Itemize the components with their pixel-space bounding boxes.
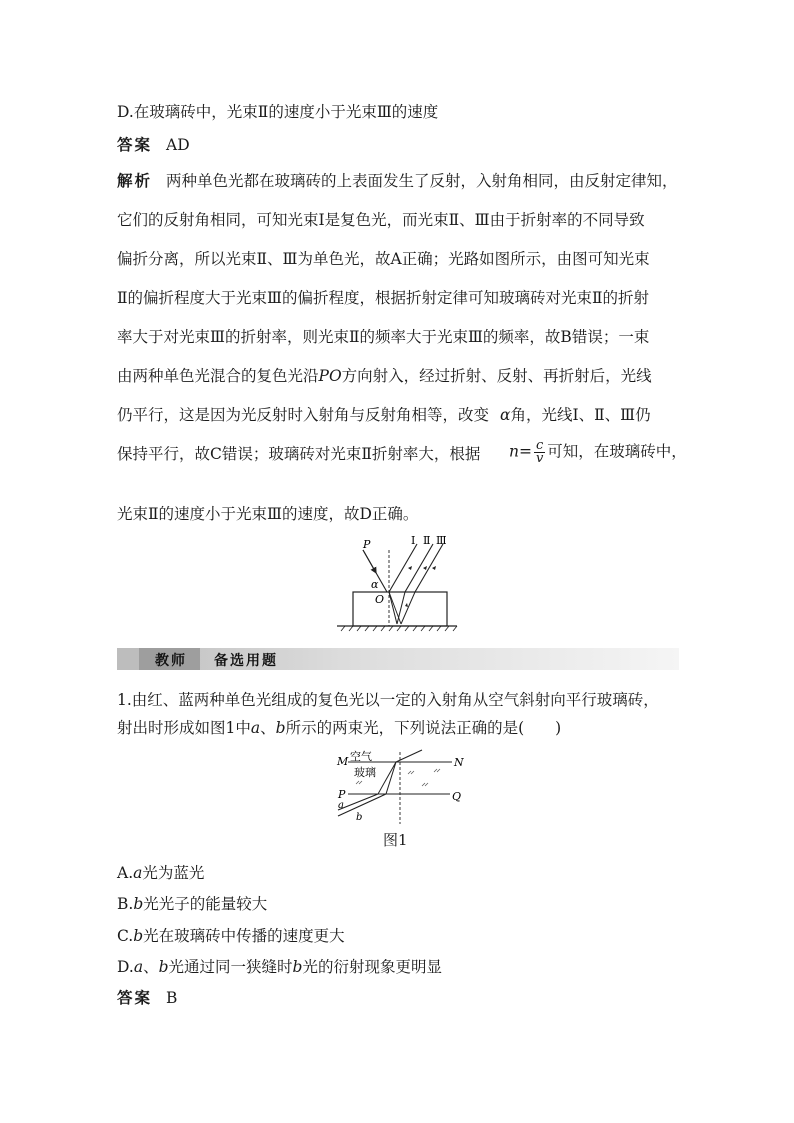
answer-1 [117, 135, 190, 155]
fig1-label-p: P [338, 788, 346, 801]
analysis-line-2: 它们的反射角相同，可知光束Ⅰ是复色光，而光束Ⅱ、Ⅲ由于折射率的不同导致 [117, 211, 645, 229]
analysis-line-5: 率大于对光束Ⅲ的折射率，则光束Ⅱ的频率大于光束Ⅲ的频率，故B错误；一束 [117, 328, 650, 346]
analysis-line-3: 偏折分离，所以光束Ⅱ、Ⅲ为单色光，故A正确；光路如图所示，由图可知光束 [117, 250, 650, 268]
analysis-line-9: 光束Ⅱ的速度小于光束Ⅲ的速度，故D正确。 [117, 505, 419, 523]
fig1-label-q: Q [452, 790, 462, 803]
analysis-line-6: 由两种单色光混合的复色光沿PO方向射入，经过折射、反射、再折射后，光线 [117, 367, 652, 385]
figure-reflection-refraction [335, 536, 460, 632]
fig1-label-m: M [337, 755, 349, 768]
fig1-label-n: N [454, 756, 464, 769]
fig-label-p: P [363, 538, 371, 551]
option-d: D.a、b光通过同一狭缝时b光的衍射现象更明显 [117, 958, 442, 976]
fig1-label-glass: 玻璃 [354, 766, 376, 779]
analysis-line-1 [117, 171, 678, 191]
q1-line-1: 1.由红、蓝两种单色光组成的复色光以一定的入射角从空气斜射向平行玻璃砖， [117, 691, 659, 709]
var-po: PO [318, 367, 342, 385]
answer-value: B [166, 989, 178, 1007]
analysis-text: 两种单色光都在玻璃砖的上表面发生了反射，入射角相同，由反射定律知， [166, 172, 678, 190]
option-b: B.b光光子的能量较大 [117, 895, 268, 913]
figure-1-caption: 图1 [383, 831, 408, 849]
fig1-label-air: 空气 [350, 750, 372, 763]
banner-tab-label: 教师 [155, 653, 187, 669]
answer-label: 答案 [117, 135, 153, 154]
answer-2 [117, 988, 177, 1008]
banner-title: 备选用题 [214, 653, 278, 669]
answer-label: 答案 [117, 988, 153, 1007]
option-a: A.a光为蓝光 [117, 864, 205, 882]
fraction-c-v: $\frac{c}{v}$ [535, 438, 544, 466]
option-c: C.b光在玻璃砖中传播的速度更大 [117, 927, 345, 945]
analysis-line-7-end: α角，光线Ⅰ、Ⅱ、Ⅲ仍 [500, 406, 651, 424]
fig-label-i: Ⅰ [411, 536, 416, 547]
fig-label-alpha: α [371, 578, 379, 591]
var-alpha: α [500, 406, 511, 424]
section-banner [117, 648, 679, 670]
figure-1-dispersion [334, 748, 466, 826]
fig-label-iii: Ⅲ [436, 536, 447, 547]
analysis-label: 解析 [117, 171, 153, 190]
analysis-line-4: Ⅱ的偏折程度大于光束Ⅲ的偏折程度，根据折射定律可知玻璃砖对光束Ⅱ的折射 [117, 289, 650, 307]
q1-line-2: 射出时形成如图1中a、b所示的两束光，下列说法正确的是( ) [117, 719, 562, 737]
fig-label-ii: Ⅱ [423, 536, 431, 547]
fig-label-o: O [375, 593, 385, 606]
analysis-line-7: 仍平行，这是因为光反射时入射角与反射角相等，改变 [117, 406, 490, 424]
answer-value: AD [166, 136, 190, 154]
var-n: n [509, 442, 519, 461]
fig1-label-a: a [338, 800, 344, 811]
option-d-top: D.在玻璃砖中，光束Ⅱ的速度小于光束Ⅲ的速度 [117, 103, 439, 121]
fig1-label-b: b [356, 812, 363, 823]
analysis-line-8: 保持平行，故C错误；玻璃砖对光束Ⅱ折射率大，根据 [117, 445, 481, 463]
formula-n-cv: n= $\frac{c}{v}$ 可知，在玻璃砖中， [509, 438, 687, 466]
